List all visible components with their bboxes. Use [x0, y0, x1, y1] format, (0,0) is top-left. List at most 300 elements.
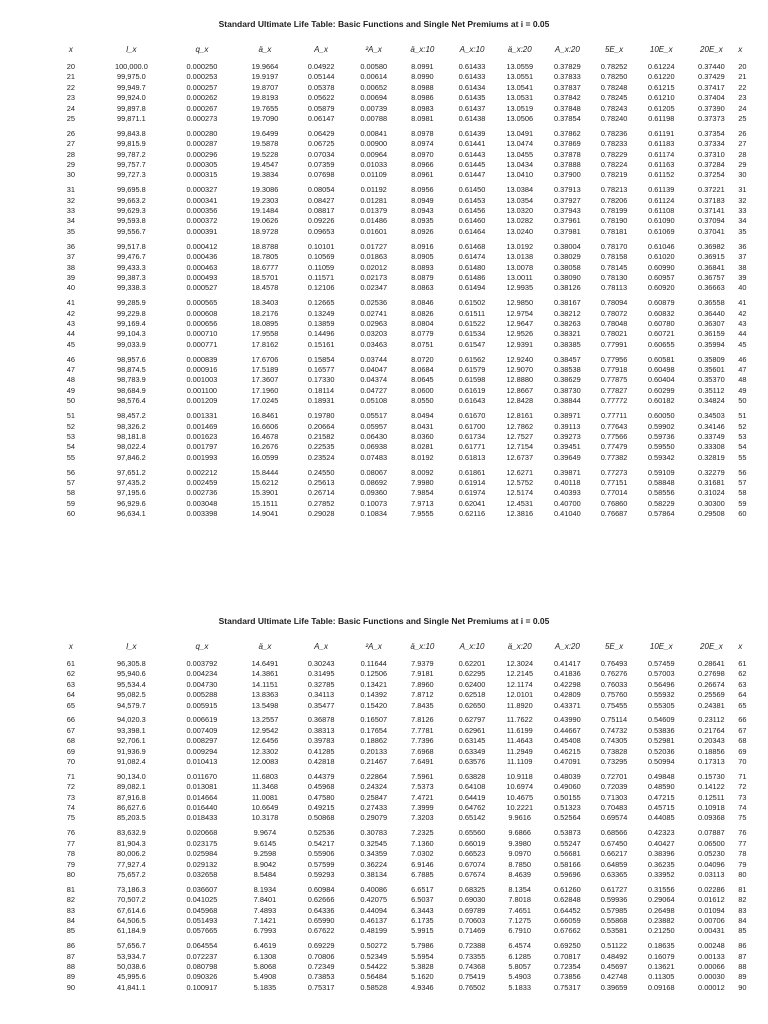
table-cell: 0.65990: [307, 915, 335, 925]
table-cell: 8.0092: [411, 467, 434, 477]
table-cell: 0.007409: [186, 725, 218, 735]
table-cell: 99,433.3: [117, 262, 146, 272]
table-cell: 0.37837: [554, 82, 581, 92]
table-cell: 7.8435: [411, 700, 434, 710]
table-cell: 0.62961: [458, 725, 486, 735]
table-cell: 0.61474: [458, 252, 486, 262]
table-cell: 0.04922: [307, 62, 335, 71]
table-cell: 7.3203: [411, 813, 434, 823]
table-row: [0, 860, 768, 870]
table-cell: 8.0916: [411, 241, 434, 251]
table-cell: 12.9647: [506, 318, 534, 328]
table-row: [0, 499, 768, 509]
table-cell: 0.66523: [458, 849, 486, 859]
table-cell: 0.07034: [307, 149, 335, 159]
table-row: [0, 895, 768, 905]
table-cell: 0.37900: [554, 170, 581, 180]
table-cell: 9.3980: [508, 838, 531, 848]
header-ax20: ä_x:20: [507, 44, 532, 54]
table-cell: 4.9346: [411, 982, 434, 992]
table-cell: 0.11571: [307, 272, 335, 282]
table-cell: 0.000262: [186, 93, 218, 103]
table-cell: 0.032658: [186, 869, 218, 879]
table-cell: 98,874.5: [117, 365, 146, 375]
table-cell: 0.000305: [186, 160, 218, 170]
table-cell: 0.64762: [458, 803, 486, 813]
table-cell: 0.37981: [554, 226, 581, 236]
table-cell: 0.009294: [186, 746, 218, 756]
table-cell: 12.3816: [506, 509, 534, 519]
table-cell: 0.15854: [307, 354, 335, 364]
table-cell: 0.35809: [698, 354, 725, 364]
table-cell: 0.19780: [307, 411, 335, 421]
table-cell: 66: [738, 715, 747, 725]
table-cell: 0.52036: [647, 746, 675, 756]
table-cell: 0.010413: [186, 757, 218, 767]
table-cell: 90: [738, 982, 747, 992]
table-cell: 0.37254: [698, 170, 725, 180]
table-cell: 0.37141: [698, 206, 725, 216]
table-cell: 12.8667: [506, 385, 534, 395]
table-cell: 0.001100: [186, 385, 218, 395]
table-cell: 9.6145: [253, 838, 277, 848]
table-cell: 81,904.3: [117, 838, 146, 848]
table-cell: 30: [738, 170, 747, 180]
table-cell: 0.66019: [458, 838, 486, 848]
table-title: Standard Ultimate Life Table: Basic Functions and Single Net Premiums at i = 0.05: [218, 616, 550, 626]
table-cell: 38: [738, 262, 747, 272]
table-cell: 0.40086: [360, 884, 388, 894]
table-cell: 0.60879: [647, 298, 675, 308]
table-cell: 7.2325: [411, 828, 434, 838]
table-cell: 0.09360: [360, 488, 388, 498]
table-cell: 55: [66, 452, 75, 462]
table-cell: 0.41285: [307, 746, 335, 756]
table-cell: 19.5878: [251, 139, 279, 149]
table-cell: 0.05230: [698, 849, 725, 859]
table-cell: 0.62666: [307, 895, 335, 905]
table-cell: 97,435.2: [117, 477, 146, 487]
table-cell: 5.9915: [411, 926, 434, 936]
table-cell: 0.61439: [458, 128, 486, 138]
table-row: [0, 870, 768, 880]
table-cell: 0.72349: [307, 962, 335, 972]
table-cell: 0.080798: [186, 962, 218, 972]
table-cell: 13.0474: [506, 139, 534, 149]
table-cell: 0.00431: [698, 926, 725, 936]
table-cell: 0.61771: [458, 442, 486, 452]
table-cell: 21: [738, 72, 747, 82]
table-cell: 0.17330: [307, 375, 335, 385]
table-cell: 34: [66, 216, 75, 226]
table-cell: 0.20343: [698, 736, 725, 746]
table-cell: 0.000280: [186, 128, 218, 138]
table-cell: 0.70483: [600, 803, 628, 813]
table-cell: 89: [738, 972, 747, 982]
table-cell: 0.003398: [186, 509, 218, 519]
table-cell: 0.61210: [647, 93, 675, 103]
table-cell: 19.4547: [251, 160, 279, 170]
table-cell: 0.37961: [554, 216, 581, 226]
table-cell: 0.46137: [360, 915, 388, 925]
table-cell: 8.0846: [411, 298, 434, 308]
table-cell: 50: [738, 396, 747, 406]
table-body: [0, 62, 768, 520]
table-cell: 0.07887: [698, 828, 725, 838]
table-cell: 0.25613: [307, 477, 335, 487]
table-cell: 45: [738, 339, 747, 349]
table-cell: 7.7396: [411, 736, 434, 746]
table-cell: 0.78145: [600, 262, 628, 272]
table-cell: 0.000608: [186, 308, 218, 318]
table-cell: 8.4639: [508, 869, 531, 879]
table-row: [0, 680, 768, 690]
table-cell: 0.37888: [554, 160, 581, 170]
table-cell: 0.60498: [647, 365, 675, 375]
table-row: [0, 298, 768, 308]
table-cell: 0.61727: [600, 884, 628, 894]
header-ax-dot: ä_x: [258, 641, 272, 651]
table-cell: 71: [66, 771, 75, 781]
table-cell: 8.0751: [411, 339, 434, 349]
table-cell: 12.0083: [251, 757, 279, 767]
header-20Ex: 20E_x: [700, 641, 723, 651]
table-cell: 5.7986: [411, 941, 434, 951]
table-row: [0, 93, 768, 103]
table-cell: 8.0684: [411, 365, 434, 375]
table-cell: 0.08067: [360, 467, 388, 477]
table-cell: 0.72354: [554, 962, 581, 972]
table-cell: 0.10834: [360, 509, 388, 519]
table-cell: 8.0281: [411, 442, 434, 452]
table-cell: 8.0935: [411, 216, 434, 226]
table-cell: 0.52536: [307, 828, 335, 838]
table-cell: 0.69030: [458, 895, 486, 905]
table-cell: 0.77151: [600, 477, 628, 487]
table-row: [0, 422, 768, 432]
table-cell: 0.42323: [647, 828, 675, 838]
table-cell: 19.8193: [251, 93, 279, 103]
table-cell: 12.9754: [506, 308, 534, 318]
table-cell: 6.4574: [508, 941, 531, 951]
table-cell: 31: [66, 185, 75, 195]
table-row: [0, 365, 768, 375]
table-row: [0, 129, 768, 139]
table-cell: 100,000.0: [114, 62, 148, 71]
table-cell: 0.34146: [698, 421, 725, 431]
table-cell: 0.18635: [647, 941, 675, 951]
table-cell: 10.3178: [251, 813, 279, 823]
table-cell: 0.44085: [647, 813, 675, 823]
table-cell: 56: [66, 467, 75, 477]
table-cell: 8.0826: [411, 308, 434, 318]
table-cell: 0.25847: [360, 792, 388, 802]
table-cell: 29: [66, 160, 75, 170]
table-cell: 0.59550: [647, 442, 675, 452]
header-x-right: x: [738, 44, 743, 54]
table-cell: 0.064554: [186, 941, 218, 951]
table-cell: 5.5954: [411, 951, 434, 961]
table-cell: 27: [66, 139, 75, 149]
table-row: [0, 972, 768, 982]
table-cell: 0.70817: [554, 951, 581, 961]
table-cell: 8.0863: [411, 283, 434, 293]
table-cell: 7.6968: [411, 746, 434, 756]
table-cell: 0.37862: [554, 128, 581, 138]
table-cell: 0.31495: [307, 669, 335, 679]
table-cell: 0.04727: [360, 385, 388, 395]
table-cell: 0.58556: [647, 488, 675, 498]
table-cell: 0.69229: [307, 941, 335, 951]
table-cell: 0.61163: [648, 160, 675, 170]
table-cell: 0.000296: [186, 149, 218, 159]
table-cell: 0.61464: [458, 226, 486, 236]
table-cell: 53: [66, 431, 75, 441]
table-cell: 0.02286: [698, 884, 725, 894]
table-cell: 0.23524: [307, 452, 335, 462]
table-cell: 57: [66, 477, 75, 487]
table-cell: 8.0431: [411, 421, 434, 431]
table-cell: 0.78170: [600, 241, 628, 251]
table-cell: 0.53581: [600, 926, 628, 936]
table-cell: 0.08817: [307, 206, 335, 216]
table-cell: 6.5037: [411, 895, 434, 905]
table-cell: 11.6803: [251, 771, 279, 781]
table-cell: 0.020668: [186, 828, 218, 838]
table-cell: 0.69789: [458, 905, 486, 915]
table-cell: 0.37310: [698, 149, 725, 159]
table-cell: 13.0434: [506, 160, 534, 170]
table-row: [0, 185, 768, 195]
table-cell: 15.6212: [251, 477, 279, 487]
table-cell: 13.0455: [506, 149, 534, 159]
table-cell: 0.73856: [554, 972, 581, 982]
table-cell: 0.61974: [458, 488, 486, 498]
table-cell: 12.8880: [506, 375, 534, 385]
table-cell: 18.4578: [251, 283, 279, 293]
table-cell: 0.23882: [647, 915, 675, 925]
table-cell: 42: [66, 308, 75, 318]
table-cell: 28: [738, 149, 747, 159]
table-cell: 0.55868: [600, 915, 628, 925]
table-cell: 0.61450: [458, 185, 486, 195]
table-cell: 0.016440: [186, 803, 218, 813]
table-cell: 0.37913: [554, 185, 581, 195]
table-cell: 8.1354: [508, 884, 531, 894]
table-cell: 0.34359: [360, 849, 388, 859]
table-row: [0, 983, 768, 993]
table-cell: 17.3607: [251, 375, 279, 385]
table-row: [0, 340, 768, 350]
header-ax20: ä_x:20: [507, 641, 532, 651]
table-cell: 0.008297: [186, 736, 218, 746]
table-cell: 0.40427: [647, 838, 675, 848]
table-cell: 41: [66, 298, 75, 308]
table-cell: 0.61486: [458, 272, 486, 282]
table-cell: 78: [66, 849, 75, 859]
table-cell: 0.72701: [600, 771, 628, 781]
table-cell: 7.9854: [411, 488, 434, 498]
table-cell: 0.61434: [458, 82, 486, 92]
table-cell: 0.78206: [600, 195, 628, 205]
table-cell: 45: [66, 339, 75, 349]
table-cell: 0.62041: [458, 498, 486, 508]
table-cell: 99,949.7: [117, 82, 146, 92]
table-cell: 0.03744: [360, 354, 388, 364]
table-cell: 0.75317: [554, 982, 581, 992]
table-cell: 58: [66, 488, 75, 498]
table-cell: 0.08427: [307, 195, 335, 205]
table-cell: 0.10918: [698, 803, 725, 813]
table-cell: 0.10569: [307, 252, 335, 262]
table-cell: 0.63349: [458, 746, 486, 756]
table-cell: 0.08692: [360, 477, 388, 487]
table-cell: 13.2557: [251, 715, 279, 725]
table-cell: 0.63828: [458, 771, 486, 781]
table-cell: 0.04096: [698, 859, 725, 869]
table-cell: 86,627.6: [117, 803, 146, 813]
table-cell: 0.63145: [458, 736, 486, 746]
table-cell: 12.9240: [506, 354, 534, 364]
table-cell: 11.7622: [506, 715, 533, 725]
table-cell: 0.38212: [554, 308, 581, 318]
table-cell: 0.71469: [458, 926, 486, 936]
table-cell: 59: [738, 498, 747, 508]
table-cell: 61,184.9: [117, 926, 146, 936]
table-cell: 0.05879: [307, 103, 335, 113]
table-cell: 0.41417: [554, 659, 581, 668]
table-cell: 0.64452: [554, 905, 581, 915]
table-cell: 90,134.0: [117, 771, 146, 781]
table-cell: 0.06429: [307, 128, 335, 138]
table-cell: 0.12665: [307, 298, 335, 308]
table-row: [0, 150, 768, 160]
table-cell: 0.23112: [698, 715, 725, 725]
table-cell: 0.57864: [647, 509, 675, 519]
table-cell: 7.4893: [253, 905, 277, 915]
table-cell: 83: [738, 905, 747, 915]
table-cell: 0.61619: [458, 385, 486, 395]
table-cell: 33: [66, 206, 75, 216]
table-row: [0, 355, 768, 365]
table-cell: 0.78219: [600, 170, 628, 180]
table-cell: 72: [738, 782, 747, 792]
table-cell: 0.67662: [554, 926, 581, 936]
table-row: [0, 442, 768, 452]
table-cell: 11.3468: [251, 782, 279, 792]
table-cell: 0.78213: [600, 185, 628, 195]
table-cell: 14.9041: [251, 509, 279, 519]
table-row: [0, 926, 768, 936]
table-row: [0, 793, 768, 803]
table-cell: 0.62295: [458, 669, 486, 679]
table-cell: 0.06147: [307, 113, 335, 123]
table-cell: 99,815.9: [117, 139, 146, 149]
table-cell: 19.2303: [251, 195, 279, 205]
table-cell: 13.0354: [506, 195, 534, 205]
header-qx: q_x: [195, 44, 209, 54]
table-row: [0, 206, 768, 216]
table-cell: 0.21467: [360, 757, 388, 767]
table-cell: 6.3443: [411, 905, 434, 915]
table-cell: 0.16507: [360, 715, 388, 725]
table-cell: 0.77956: [600, 354, 628, 364]
table-cell: 0.61494: [458, 283, 486, 293]
table-cell: 0.77991: [600, 339, 628, 349]
header-x-right: x: [738, 641, 743, 651]
table-row: [0, 659, 768, 669]
table-cell: 0.000253: [186, 72, 218, 82]
table-cell: 0.39649: [554, 452, 581, 462]
table-cell: 9.9674: [253, 828, 277, 838]
table-cell: 23: [66, 93, 75, 103]
table-cell: 0.34503: [698, 411, 725, 421]
table-cell: 99,104.3: [117, 329, 146, 339]
table-cell: 0.70806: [307, 951, 335, 961]
table-cell: 12.7527: [506, 431, 534, 441]
table-cell: 0.002459: [186, 477, 218, 487]
table-cell: 10.6974: [506, 782, 534, 792]
table-cell: 52: [66, 421, 75, 431]
table-cell: 0.78048: [600, 318, 628, 328]
table-row: [0, 690, 768, 700]
table-cell: 0.13621: [647, 962, 675, 972]
table-cell: 13.8363: [251, 690, 279, 700]
table-cell: 7.1275: [508, 915, 531, 925]
table-cell: 5.4903: [508, 972, 531, 982]
table-cell: 0.011670: [186, 771, 218, 781]
table-cell: 0.01281: [360, 195, 388, 205]
table-cell: 12.6271: [506, 467, 534, 477]
table-cell: 83: [66, 905, 75, 915]
table-cell: 0.20664: [307, 421, 335, 431]
table-cell: 39: [66, 272, 75, 282]
table-cell: 8.0720: [411, 354, 434, 364]
table-cell: 51: [738, 411, 747, 421]
table-cell: 0.60984: [307, 884, 335, 894]
table-cell: 11.1109: [506, 757, 533, 767]
table-cell: 0.61502: [458, 298, 486, 308]
table-cell: 0.61224: [647, 62, 675, 71]
table-cell: 8.0893: [411, 262, 434, 272]
header-Ax10: A_x:10: [459, 44, 485, 54]
table-cell: 12.3302: [251, 746, 279, 756]
header-lx: l_x: [126, 44, 137, 54]
table-cell: 19.9197: [251, 72, 279, 82]
table-cell: 0.11644: [360, 659, 387, 668]
table-cell: 13.0011: [506, 272, 533, 282]
table-cell: 27: [738, 139, 747, 149]
table-cell: 5.3828: [411, 962, 434, 972]
table-cell: 0.61914: [458, 477, 486, 487]
table-cell: 0.60832: [647, 308, 675, 318]
table-cell: 0.000839: [186, 354, 218, 364]
table-cell: 13.0519: [506, 103, 534, 113]
table-cell: 0.50272: [360, 941, 388, 951]
table-cell: 73,186.3: [117, 884, 146, 894]
table-cell: 6.9146: [411, 859, 434, 869]
table-cell: 43: [738, 318, 747, 328]
table-cell: 38: [66, 262, 75, 272]
table-cell: 8.0360: [411, 431, 434, 441]
table-cell: 6.7910: [508, 926, 531, 936]
table-cell: 12.9850: [506, 298, 534, 308]
table-cell: 0.58229: [647, 498, 675, 508]
table-cell: 0.59109: [647, 467, 675, 477]
table-cell: 28: [66, 149, 75, 159]
table-cell: 0.38730: [554, 385, 581, 395]
table-cell: 0.01486: [360, 216, 388, 226]
